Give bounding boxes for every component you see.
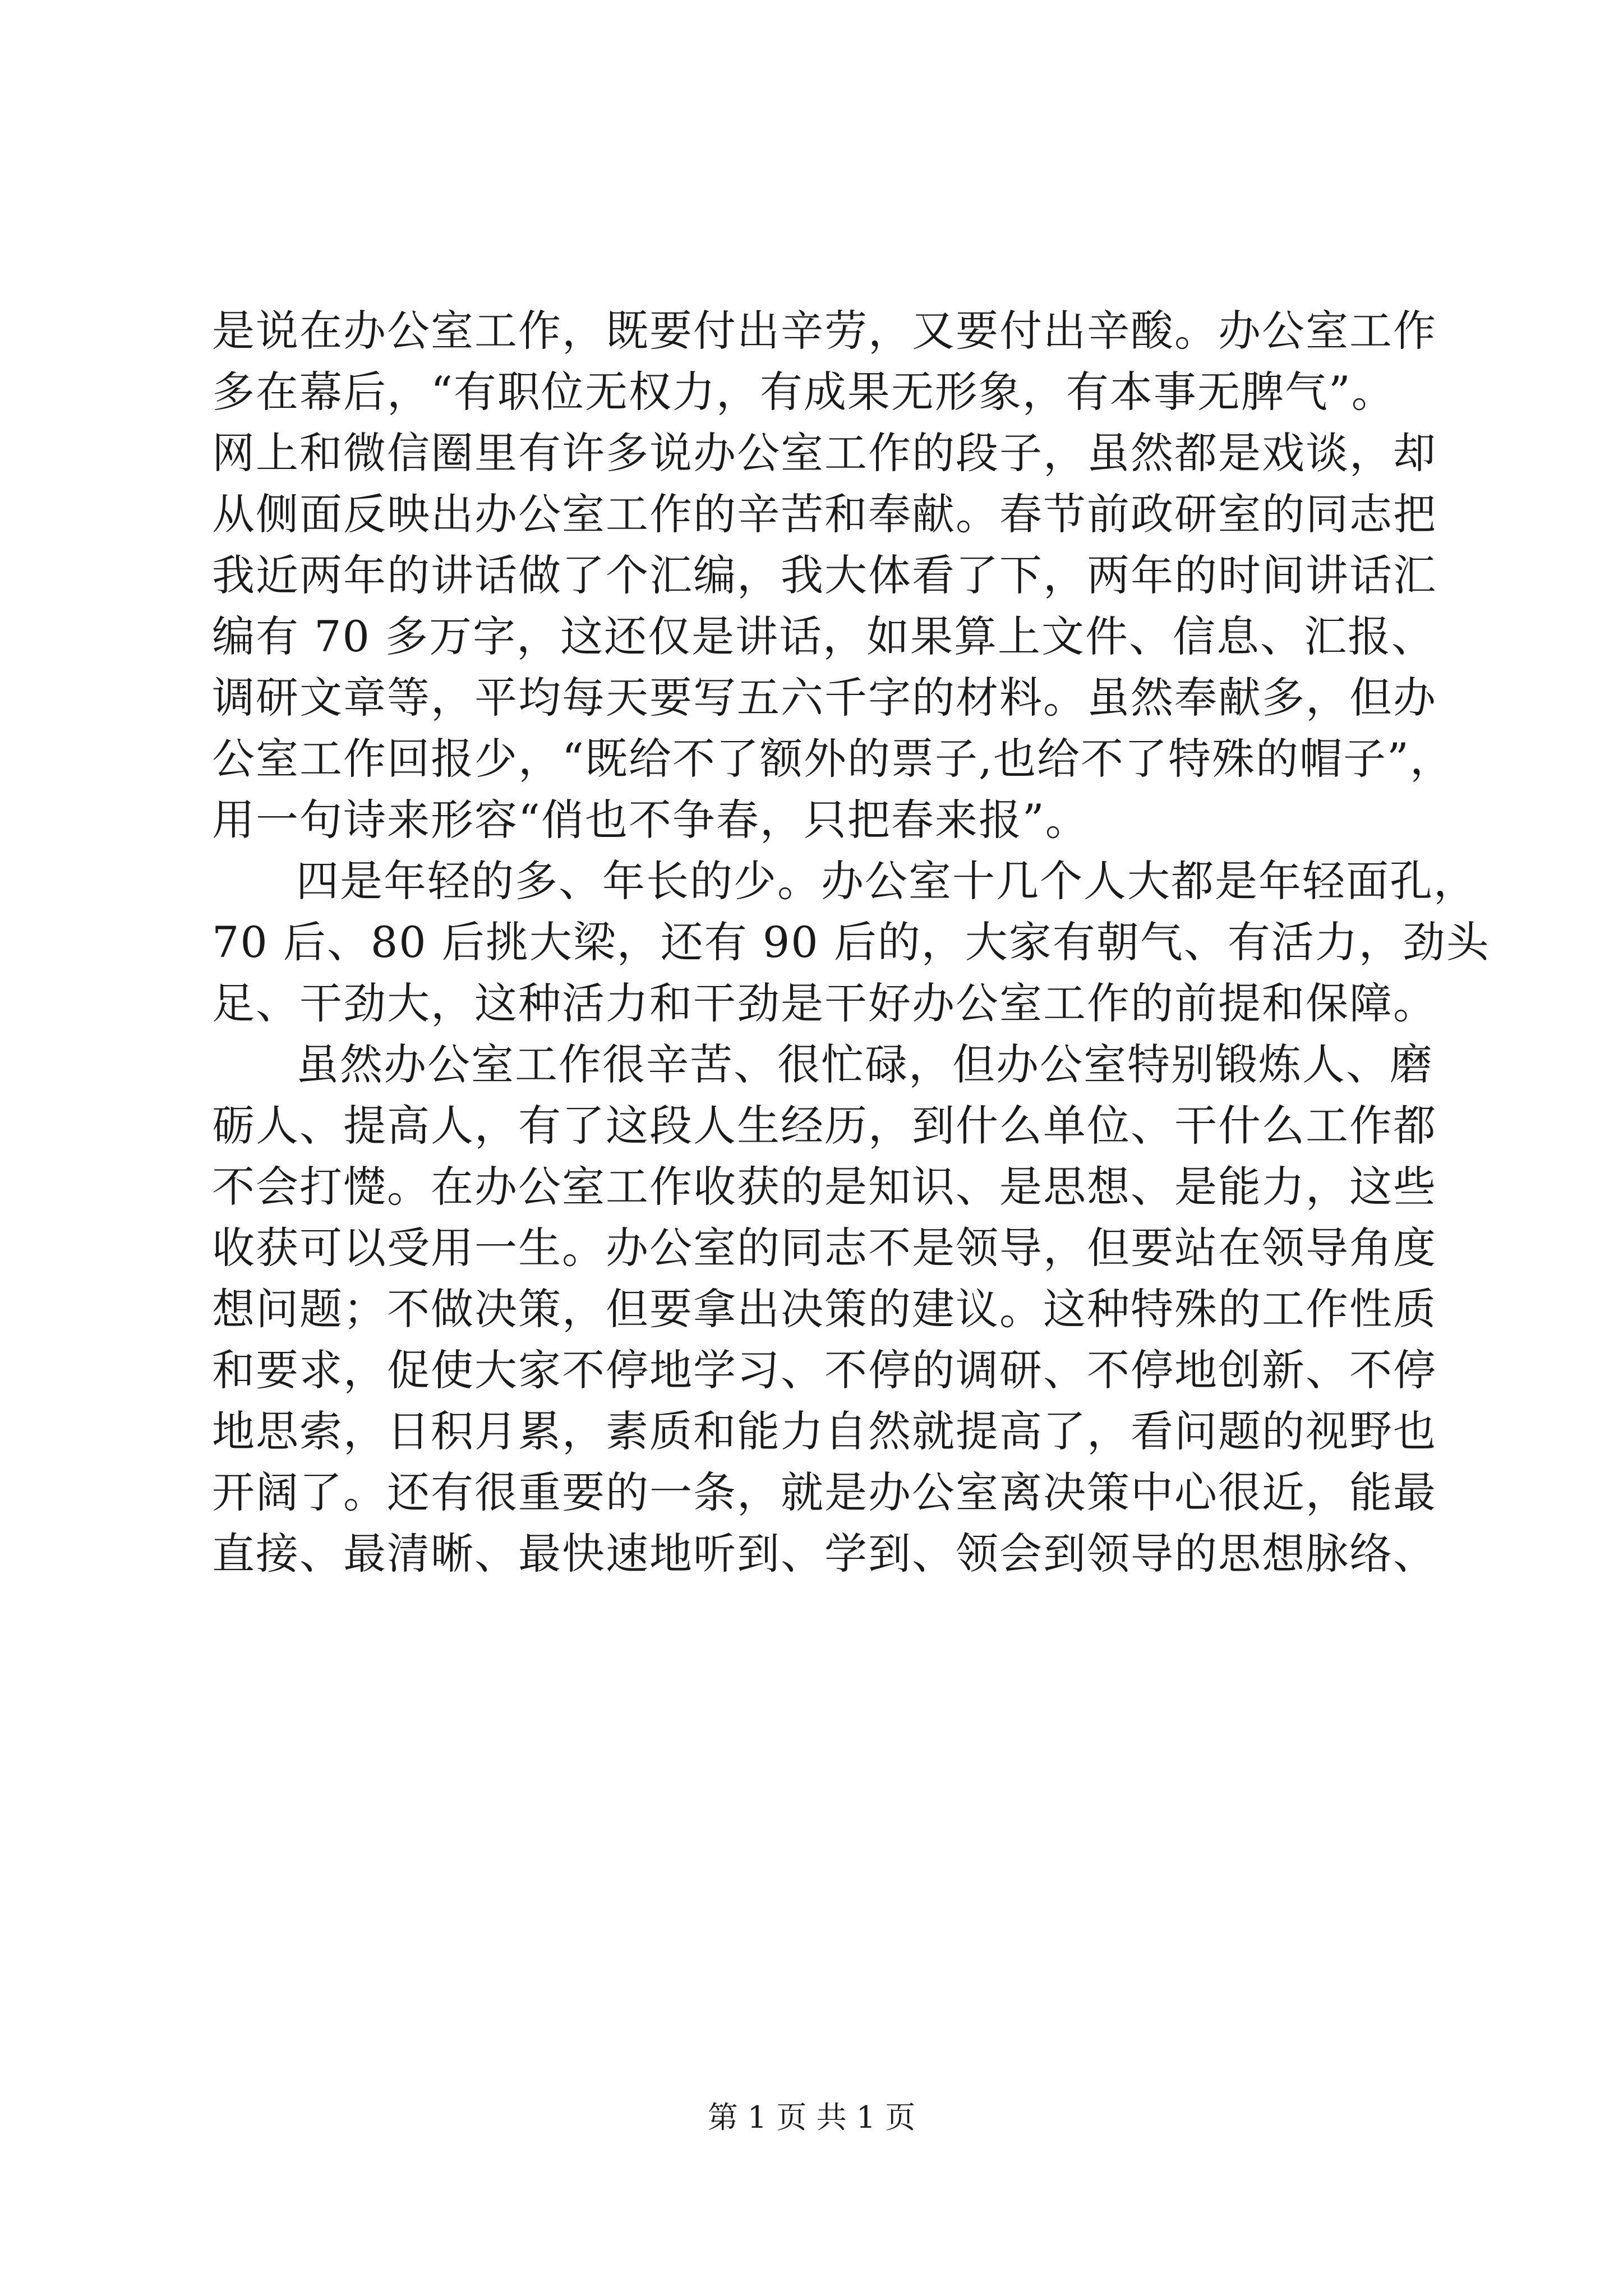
text-line: 70 后、80 后挑大梁，还有 90 后的，大家有朝气、有活力，劲头 bbox=[212, 917, 1490, 967]
paragraph-start-line: 虽然办公室工作很辛苦、很忙碌，但办公室特别锻炼人、磨 bbox=[296, 1039, 1433, 1089]
page-footer bbox=[0, 2098, 1623, 2137]
text-line: 不会打憷。在办公室工作收获的是知识、是思想、是能力，这些 bbox=[212, 1162, 1437, 1212]
text-line: 我近两年的讲话做了个汇编，我大体看了下，两年的时间讲话汇 bbox=[212, 550, 1437, 600]
page-number-label: 第 1 页 共 1 页 bbox=[707, 2100, 916, 2135]
paragraph-start-line: 四是年轻的多、年长的少。办公室十几个人大都是年轻面孔， bbox=[296, 856, 1477, 906]
text-line: 多在幕后，“有职位无权力，有成果无形象，有本事无脾气”。 bbox=[212, 367, 1395, 417]
text-line: 公室工作回报少，“既给不了额外的票子,也给不了特殊的帽子”， bbox=[212, 734, 1454, 784]
body-text bbox=[212, 300, 1490, 1584]
text-line: 收获可以受用一生。办公室的同志不是领导，但要站在领导角度 bbox=[212, 1223, 1437, 1273]
text-line: 开阔了。还有很重要的一条，就是办公室离决策中心很近，能最 bbox=[212, 1467, 1437, 1517]
text-line: 是说在办公室工作，既要付出辛劳，又要付出辛酸。办公室工作 bbox=[212, 306, 1437, 356]
text-line: 调研文章等，平均每天要写五六千字的材料。虽然奉献多，但办 bbox=[212, 673, 1437, 723]
text-line: 从侧面反映出办公室工作的辛苦和奉献。春节前政研室的同志把 bbox=[212, 489, 1437, 539]
text-line: 想问题；不做决策，但要拿出决策的建议。这种特殊的工作性质 bbox=[212, 1284, 1437, 1334]
text-line: 地思索，日积月累，素质和能力自然就提高了，看问题的视野也 bbox=[212, 1406, 1437, 1456]
text-line: 直接、最清晰、最快速地听到、学到、领会到领导的思想脉络、 bbox=[212, 1529, 1437, 1579]
text-line: 用一句诗来形容“俏也不争春，只把春来报”。 bbox=[212, 795, 1089, 845]
text-line: 砺人、提高人，有了这段人生经历，到什么单位、干什么工作都 bbox=[212, 1101, 1437, 1151]
text-line: 编有 70 多万字，这还仅是讲话，如果算上文件、信息、汇报、 bbox=[212, 611, 1436, 661]
text-line: 和要求，促使大家不停地学习、不停的调研、不停地创新、不停 bbox=[212, 1345, 1437, 1395]
text-line: 网上和微信圈里有许多说办公室工作的段子，虽然都是戏谈，却 bbox=[212, 428, 1437, 478]
text-line: 足、干劲大，这种活力和干劲是干好办公室工作的前提和保障。 bbox=[212, 978, 1437, 1028]
